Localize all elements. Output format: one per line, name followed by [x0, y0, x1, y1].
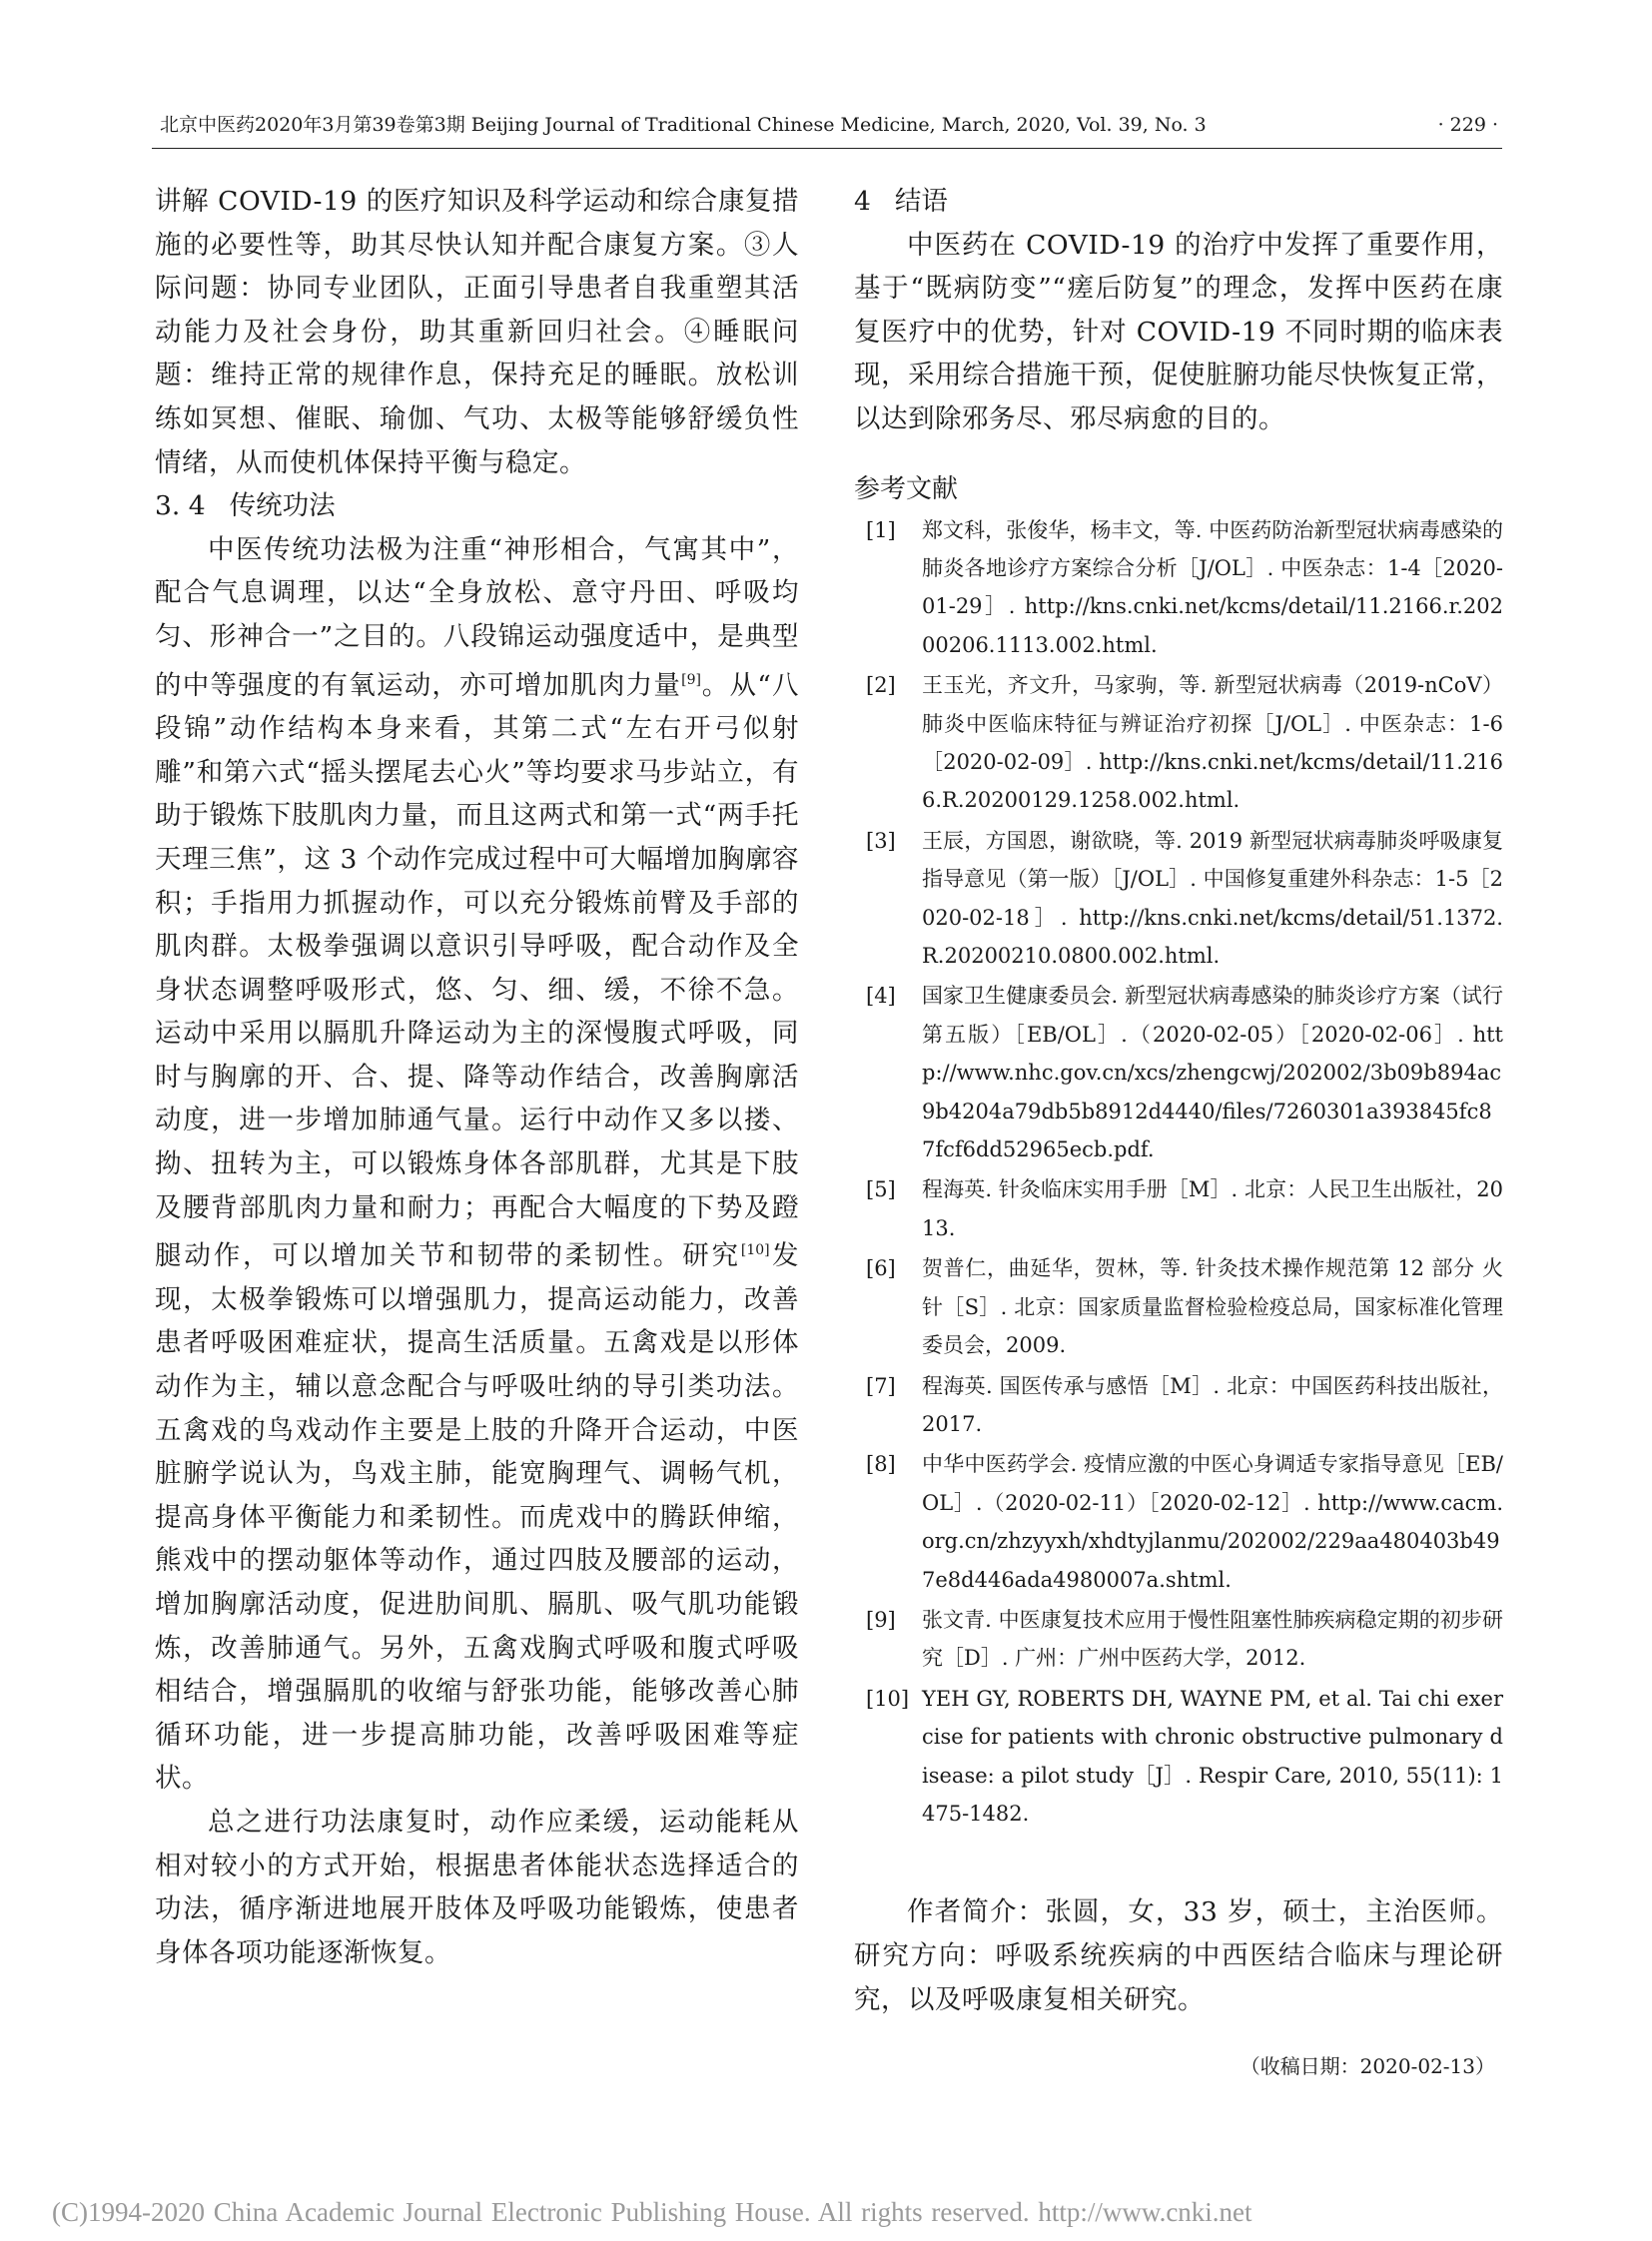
- reference-item: [854, 511, 1503, 665]
- section-heading-3-4: [155, 484, 799, 528]
- reference-text: 中华中医药学会. 疫情应激的中医心身调适专家指导意见［EB/OL］.（2020-02-11）［2020-02-12］. http://www.cacm.org.cn/zhzyyxh/xhdtyjlanmu/202002/229aa480403b497e8d446ada4980007a.shtml.: [922, 1452, 1503, 1592]
- reference-item: [854, 1601, 1503, 1678]
- reference-text: 张文青. 中医康复技术应用于慢性阻塞性肺疾病稳定期的初步研究［D］. 广州：广州中医药大学，2012.: [922, 1607, 1503, 1671]
- reference-text: YEH GY, ROBERTS DH, WAYNE PM, et al. Tai chi exercise for patients with chronic obstructive pulmonary disease: a pilot study［J］. Respir Care, 2010, 55(11): 1475-1482.: [922, 1686, 1503, 1826]
- reference-number: [4]: [866, 984, 896, 1009]
- author-bio-text: 作者简介：张圆，女，33 岁，硕士，主治医师。研究方向：呼吸系统疾病的中西医结合临床与理论研究，以及呼吸康复相关研究。: [854, 1896, 1503, 2015]
- traditional-exercise-paragraph: 中医传统功法极为注重“神形相合，气寓其中”，配合气息调理，以达“全身放松、意守丹田、呼吸均匀、形神合一”之目的。八段锦运动强度适中，是典型的中等强度的有氧运动，亦可增加肌肉力量[9]。从“八段锦”动作结构本身来看，其第二式“左右开弓似射雕”和第六式“摇头摆尾去心火”等均要求马步站立，有助于锻炼下肢肌肉力量，而且这两式和第一式“两手托天理三焦”，这 3 个动作完成过程中可大幅增加胸廓容积；手指用力抓握动作，可以充分锻炼前臂及手部的肌肉群。太极拳强调以意识引导呼吸，配合动作及全身状态调整呼吸形式，悠、匀、细、缓，不徐不急。运动中采用以膈肌升降运动为主的深慢腹式呼吸，同时与胸廓的开、合、提、降等动作结合，改善胸廓活动度，进一步增加肺通气量。运行中动作又多以搂、拗、扭转为主，可以锻炼身体各部肌群，尤其是下肢及腰背部肌肉力量和耐力；再配合大幅度的下势及蹬腿动作，可以增加关节和韧带的柔韧性。研究[10]发现，太极拳锻炼可以增强肌力，提高运动能力，改善患者呼吸困难症状，提高生活质量。五禽戏是以形体动作为主，辅以意念配合与呼吸吐纳的导引类功法。五禽戏的鸟戏动作主要是上肢的升降开合运动，中医脏腑学说认为，鸟戏主肺，能宽胸理气、调畅气机，提高身体平衡能力和柔韧性。而虎戏中的腾跃伸缩，熊戏中的摆动躯体等动作，通过四肢及腰部的运动，增加胸廓活动度，促进肋间肌、膈肌、吸气肌功能锻炼，改善肺通气。另外，五禽戏胸式呼吸和腹式呼吸相结合，增强膈肌的收缩与舒张功能，能够改善心肺循环功能，进一步提高肺功能，改善呼吸困难等症状。: [155, 533, 800, 1795]
- reference-item: [854, 1170, 1503, 1247]
- page-number: · 229 ·: [1437, 114, 1498, 136]
- author-bio: [854, 1890, 1503, 2021]
- reference-item: [854, 822, 1503, 976]
- section-number: 3. 4: [155, 490, 206, 522]
- reference-number: [5]: [866, 1177, 896, 1202]
- summary-paragraph: 总之进行功法康复时，动作应柔缓，运动能耗从相对较小的方式开始，根据患者体能状态选择适合的功法，循序渐进地展开肢体及呼吸功能锻炼，使患者身体各项功能逐渐恢复。: [155, 1806, 799, 1968]
- section-heading-4: [854, 180, 1503, 224]
- reference-text: 国家卫生健康委员会. 新型冠状病毒感染的肺炎诊疗方案（试行第五版）［EB/OL］.（2020-02-05）［2020-02-06］. http://www.nhc.gov.cn/xcs/zhengcwj/202002/3b09b894ac9b4204a79db5b8912d4440/files/7260301a393845fc87fcf6dd52965ecb.pdf.: [922, 984, 1503, 1162]
- copyright-footer: (C)1994-2020 China Academic Journal Electronic Publishing House. All rights reserved. http://www.cnki.net: [52, 2197, 1252, 2227]
- reference-number: [2]: [866, 673, 896, 698]
- continued-paragraph: 讲解 COVID-19 的医疗知识及科学运动和综合康复措施的必要性等，助其尽快认知并配合康复方案。③人际问题：协同专业团队，正面引导患者自我重塑其活动能力及社会身份，助其重新回归社会。④睡眠问题：维持正常的规律作息，保持充足的睡眠。放松训练如冥想、催眠、瑜伽、气功、太极等能够舒缓负性情绪，从而使机体保持平衡与稳定。: [155, 186, 799, 478]
- citation-10[interactable]: [10]: [740, 1242, 770, 1259]
- header-rule: [152, 148, 1502, 149]
- reference-text: 王玉光，齐文升，马家驹，等. 新型冠状病毒（2019-nCoV）肺炎中医临床特征与辨证治疗初探［J/OL］. 中医杂志：1-6［2020-02-09］. http://kns.cnki.net/kcms/detail/11.2166.R.20200129.1258.002.html.: [922, 673, 1503, 813]
- reference-text: 程海英. 针灸临床实用手册［M］. 北京：人民卫生出版社，2013.: [922, 1177, 1503, 1240]
- reference-number: [9]: [866, 1607, 896, 1632]
- reference-number: [1]: [866, 517, 896, 542]
- section-title: 结语: [894, 186, 948, 217]
- left-column: [155, 180, 799, 1974]
- received-date: （收稿日期：2020-02-13）: [1239, 2054, 1495, 2079]
- reference-item: [854, 1680, 1503, 1834]
- reference-text: 王辰，方国恩，谢欲晓，等. 2019 新型冠状病毒肺炎呼吸康复指导意见（第一版）［J/OL］. 中国修复重建外科杂志：1-5［2020-02-18］. http://kns.cnki.net/kcms/detail/51.1372.R.20200210.0800.002.html.: [922, 828, 1503, 969]
- reference-item: [854, 1367, 1503, 1444]
- citation-9[interactable]: [9]: [681, 671, 701, 688]
- reference-text: 程海英. 国医传承与感悟［M］. 北京：中国医药科技出版社，2017.: [922, 1373, 1503, 1436]
- reference-number: [6]: [866, 1256, 896, 1281]
- running-header: [160, 112, 1498, 138]
- reference-item: [854, 1445, 1503, 1599]
- reference-item: [854, 666, 1503, 820]
- right-column: [854, 180, 1503, 2081]
- running-title: 北京中医药2020年3月第39卷第3期 Beijing Journal of Traditional Chinese Medicine, March, 2020, Vol. 39, No. 3: [160, 114, 1207, 136]
- section-title: 传统功法: [229, 490, 336, 522]
- reference-text: 郑文科，张俊华，杨丰文，等. 中医药防治新型冠状病毒感染的肺炎各地诊疗方案综合分析［J/OL］. 中医杂志：1-4［2020-01-29］. http://kns.cnki.net/kcms/detail/11.2166.r.20200206.1113.002.html.: [922, 517, 1503, 657]
- reference-list: [854, 511, 1503, 1834]
- reference-number: [10]: [866, 1686, 910, 1711]
- section-number: 4: [854, 186, 871, 217]
- reference-text: 贺普仁，曲延华，贺林，等. 针灸技术操作规范第 12 部分 火针［S］. 北京：国家质量监督检验检疫总局，国家标准化管理委员会，2009.: [922, 1256, 1503, 1358]
- reference-item: [854, 977, 1503, 1168]
- conclusion-paragraph: 中医药在 COVID-19 的治疗中发挥了重要作用，基于“既病防变”“瘥后防复”的理念，发挥中医药在康复医疗中的优势，针对 COVID-19 不同时期的临床表现，采用综合措施干预，促使脏腑功能尽快恢复正常，以达到除邪务尽、邪尽病愈的目的。: [854, 229, 1503, 434]
- references-title: 参考文献: [854, 473, 959, 504]
- reference-item: [854, 1249, 1503, 1364]
- reference-number: [7]: [866, 1373, 896, 1398]
- reference-number: [3]: [866, 828, 896, 853]
- reference-number: [8]: [866, 1452, 896, 1477]
